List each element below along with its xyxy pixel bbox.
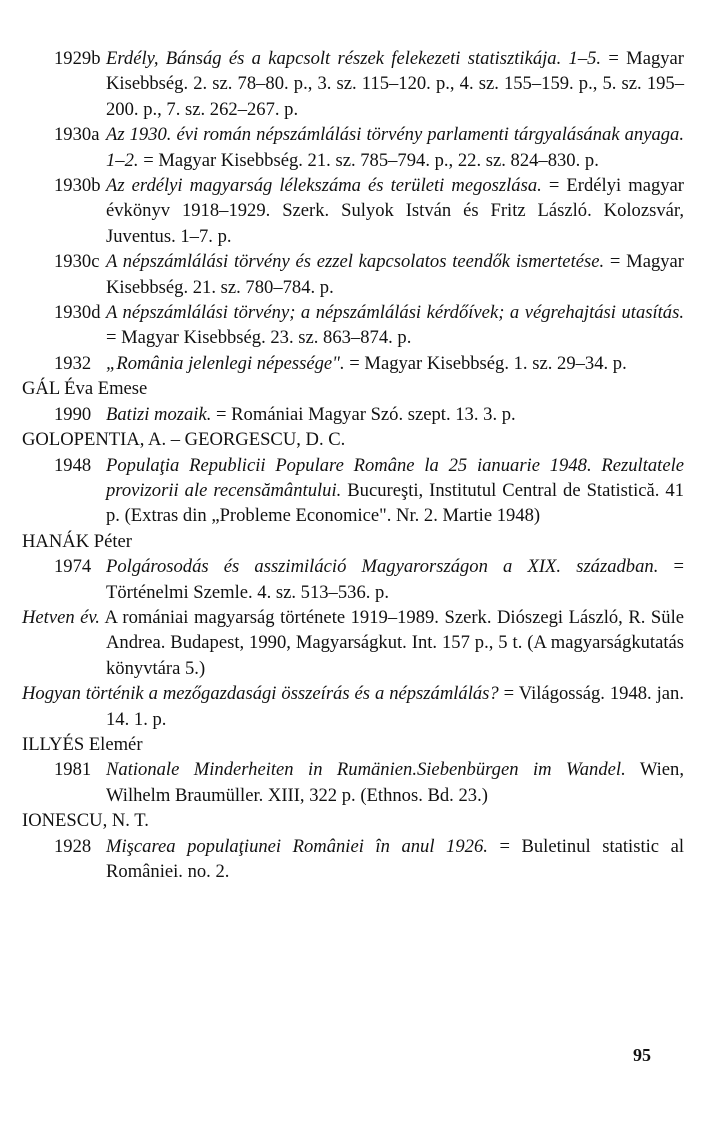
bib-entry	[22, 834, 684, 885]
entry-year: 1948	[54, 454, 92, 476]
entry-title: Hogyan történik a mezőgazdasági összeírás és a népszámlálás?	[22, 683, 499, 705]
bib-entry	[22, 351, 684, 376]
bibliography-list	[22, 46, 684, 884]
entry-details: Bucureşti, Institutul Central de Statistică. 41 p. (Extras din „Probleme Economice". Nr. 2. Martie 1948)	[106, 479, 684, 527]
bib-entry	[22, 122, 684, 173]
entry-text	[106, 122, 684, 173]
entry-year: 1930c	[54, 251, 100, 273]
page-number: 95	[633, 1045, 651, 1065]
bib-entry	[22, 249, 684, 300]
entry-year: 1930d	[54, 302, 101, 324]
entry-year: 1929b	[54, 48, 101, 69]
entry-details: = Magyar Kisebbség. 2. sz. 78–80. p., 3. sz. 115–120. p., 4. sz. 155–159. p., 5. sz. 195–200. p., 7. sz. 262–267. p.	[106, 48, 684, 120]
bib-entry	[22, 757, 684, 808]
bib-entry	[22, 402, 684, 427]
author-heading: HANÁK Péter	[22, 530, 132, 552]
entry-title: Az 1930. évi román népszámlálási törvény parlamenti tárgyalásának anyaga. 1–2.	[106, 124, 684, 171]
entry-year: 1928	[54, 835, 92, 857]
entry-title: A népszámlálási törvény és ezzel kapcsolatos teendők ismertetése.	[106, 251, 605, 273]
bib-entry	[22, 173, 684, 249]
bib-entry	[22, 46, 684, 122]
bib-entry	[22, 554, 684, 605]
author-heading: ILLYÉS Elemér	[22, 733, 143, 755]
entry-title: A népszámlálási törvény; a népszámlálási kérdőívek; a végrehajtási utasítás.	[106, 302, 684, 324]
entry-details: = Magyar Kisebbség. 1. sz. 29–34. p.	[344, 352, 627, 374]
entry-details: A romániai magyarság története 1919–1989. Szerk. Diószegi László, R. Süle Andrea. Budapest, 1990, Magyarságkut. Int. 157 p., 5 t. (A magyarságkutatás könyvtára 5.)	[99, 606, 684, 679]
entry-title: Az erdélyi magyarság lélekszáma és területi megoszlása.	[106, 175, 542, 197]
entry-year: 1981	[54, 759, 92, 781]
entry-text	[106, 300, 684, 351]
entry-details: = Világosság. 1948. jan. 14. 1. p.	[106, 683, 684, 730]
entry-year: 1974	[54, 556, 92, 578]
author-heading: GOLOPENTIA, A. – GEORGESCU, D. C.	[22, 429, 346, 451]
entry-text	[106, 46, 684, 122]
entry-text	[106, 453, 684, 529]
bib-entry-anonymous	[22, 681, 684, 732]
entry-year: 1932	[54, 352, 92, 374]
entry-year: 1990	[54, 403, 92, 425]
entry-title: Nationale Minderheiten in Rumänien.Siebenbürgen im Wandel.	[106, 759, 626, 781]
entry-year: 1930a	[54, 124, 100, 146]
entry-title: Populaţia Republicii Populare Române la 25 ianuarie 1948. Rezultatele provizorii ale recensământului.	[106, 454, 684, 501]
entry-title: Erdély, Bánság és a kapcsolt részek felekezeti statisztikája. 1–5.	[106, 48, 602, 69]
entry-details: = Erdélyi magyar évkönyv 1918–1929. Szerk. Sulyok István és Fritz László. Kolozsvár, Juventus. 1–7. p.	[106, 175, 684, 247]
entry-text	[106, 834, 684, 885]
entry-title: Mişcarea populaţiunei României în anul 1926.	[106, 835, 488, 857]
entry-details: = Buletinul statistic al României. no. 2.	[106, 835, 685, 882]
entry-title: Polgárosodás és asszimiláció Magyarországon a XIX. században.	[106, 556, 659, 578]
entry-details: Wien, Wilhelm Braumüller. XIII, 322 p. (Ethnos. Bd. 23.)	[106, 759, 684, 806]
author-heading: IONESCU, N. T.	[22, 810, 149, 832]
entry-details: = Magyar Kisebbség. 23. sz. 863–874. p.	[106, 327, 412, 349]
entry-details: = Magyar Kisebbség. 21. sz. 780–784. p.	[106, 251, 684, 298]
entry-text	[106, 249, 684, 300]
entry-text	[106, 757, 684, 808]
entry-text	[106, 173, 684, 249]
bib-entry	[22, 453, 684, 529]
entry-text	[106, 402, 684, 427]
entry-text	[106, 554, 684, 605]
entry-year: 1930b	[54, 175, 101, 197]
bib-entry	[22, 300, 684, 351]
entry-text	[106, 351, 684, 376]
entry-title: „România jelenlegi népessége".	[106, 352, 345, 374]
entry-title: Hetven év.	[22, 606, 100, 628]
entry-details: = Magyar Kisebbség. 21. sz. 785–794. p., 22. sz. 824–830. p.	[138, 149, 599, 171]
entry-details: = Romániai Magyar Szó. szept. 13. 3. p.	[211, 403, 516, 425]
bib-entry-anonymous	[22, 605, 684, 681]
entry-details: = Történelmi Szemle. 4. sz. 513–536. p.	[106, 556, 684, 603]
author-heading: GÁL Éva Emese	[22, 378, 148, 400]
entry-title: Batizi mozaik.	[106, 403, 212, 425]
